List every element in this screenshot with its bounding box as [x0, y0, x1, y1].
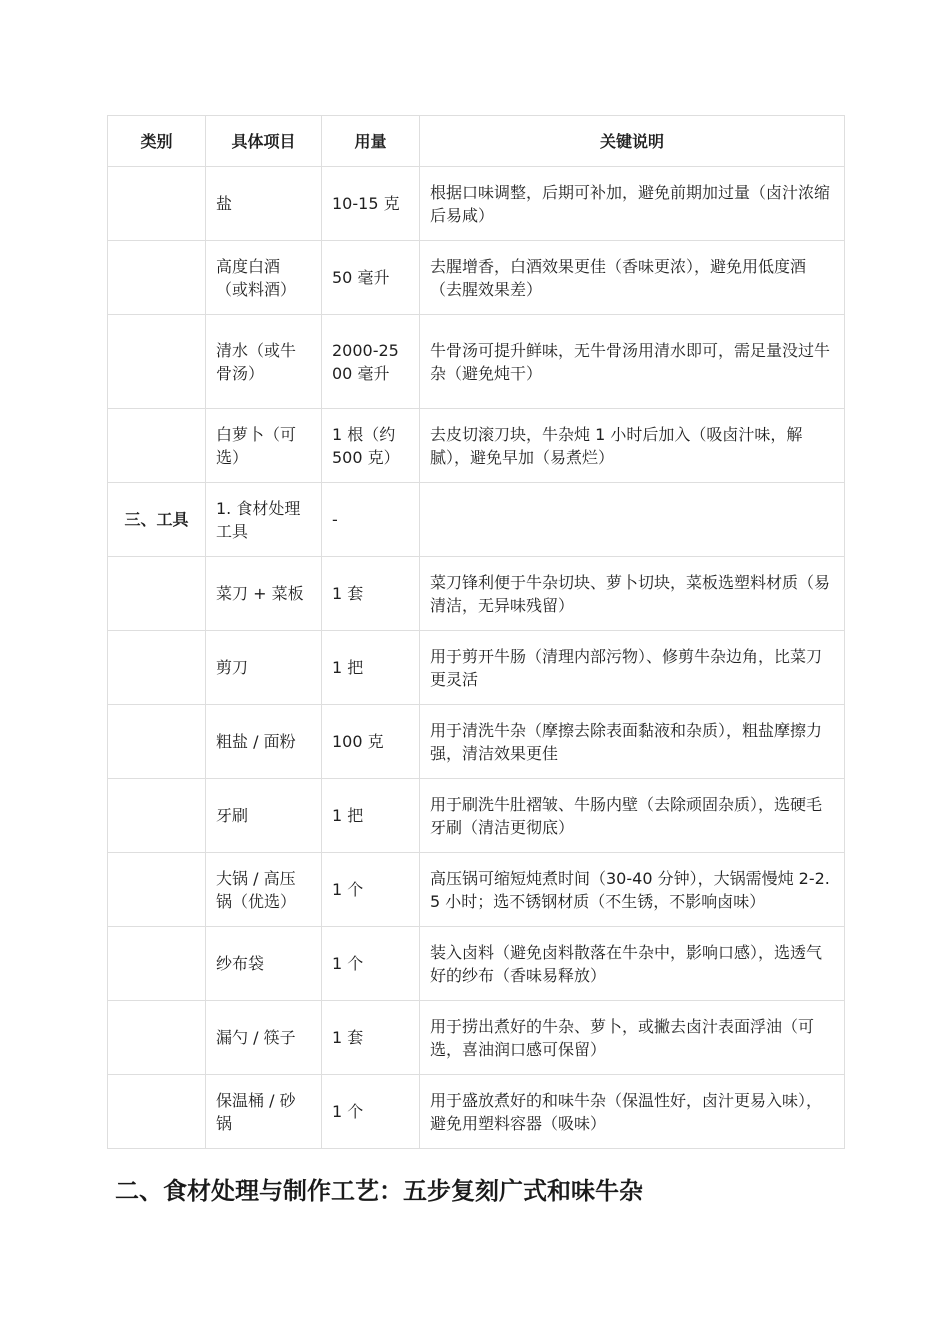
- header-item: 具体项目: [206, 116, 322, 167]
- table-row: [108, 167, 845, 241]
- cell-note: 用于剪开牛肠（清理内部污物）、修剪牛杂边角，比菜刀更灵活: [420, 631, 845, 705]
- cell-category: [108, 167, 206, 241]
- cell-amount: 1 个: [322, 1075, 420, 1149]
- cell-category: 三、工具: [108, 483, 206, 557]
- cell-amount: 1 个: [322, 927, 420, 1001]
- cell-category: [108, 631, 206, 705]
- cell-amount: 1 把: [322, 631, 420, 705]
- cell-item: 纱布袋: [206, 927, 322, 1001]
- cell-note: 高压锅可缩短炖煮时间（30-40 分钟），大锅需慢炖 2-2.5 小时；选不锈钢材质（不生锈，不影响卤味）: [420, 853, 845, 927]
- cell-category: [108, 241, 206, 315]
- table-row: [108, 409, 845, 483]
- cell-amount: 10-15 克: [322, 167, 420, 241]
- cell-note: 用于清洗牛杂（摩擦去除表面黏液和杂质），粗盐摩擦力强，清洁效果更佳: [420, 705, 845, 779]
- cell-item: 白萝卜（可选）: [206, 409, 322, 483]
- cell-amount: 50 毫升: [322, 241, 420, 315]
- table-row: [108, 705, 845, 779]
- cell-item: 大锅 / 高压锅（优选）: [206, 853, 322, 927]
- cell-note: 牛骨汤可提升鲜味，无牛骨汤用清水即可，需足量没过牛杂（避免炖干）: [420, 315, 845, 409]
- cell-item: 1. 食材处理工具: [206, 483, 322, 557]
- cell-category: [108, 927, 206, 1001]
- cell-note: 去腥增香，白酒效果更佳（香味更浓），避免用低度酒（去腥效果差）: [420, 241, 845, 315]
- cell-category: [108, 409, 206, 483]
- section-heading: 二、食材处理与制作工艺：五步复刻广式和味牛杂: [115, 1177, 643, 1205]
- cell-category: [108, 853, 206, 927]
- table-header-row: [108, 116, 845, 167]
- cell-item: 高度白酒（或料酒）: [206, 241, 322, 315]
- table-row: [108, 1075, 845, 1149]
- cell-amount: 1 把: [322, 779, 420, 853]
- cell-item: 剪刀: [206, 631, 322, 705]
- cell-note: 装入卤料（避免卤料散落在牛杂中，影响口感），选透气好的纱布（香味易释放）: [420, 927, 845, 1001]
- cell-note: 菜刀锋利便于牛杂切块、萝卜切块，菜板选塑料材质（易清洁，无异味残留）: [420, 557, 845, 631]
- cell-note: [420, 483, 845, 557]
- cell-item: 保温桶 / 砂锅: [206, 1075, 322, 1149]
- cell-category: [108, 1075, 206, 1149]
- cell-item: 清水（或牛骨汤）: [206, 315, 322, 409]
- ingredients-tools-table: [107, 115, 845, 1149]
- cell-amount: 100 克: [322, 705, 420, 779]
- cell-item: 盐: [206, 167, 322, 241]
- cell-amount: 1 套: [322, 557, 420, 631]
- header-category: 类别: [108, 116, 206, 167]
- cell-item: 菜刀 + 菜板: [206, 557, 322, 631]
- cell-category: [108, 1001, 206, 1075]
- cell-note: 去皮切滚刀块，牛杂炖 1 小时后加入（吸卤汁味，解腻），避免早加（易煮烂）: [420, 409, 845, 483]
- cell-category: [108, 705, 206, 779]
- header-amount: 用量: [322, 116, 420, 167]
- cell-amount: 1 套: [322, 1001, 420, 1075]
- table-row: [108, 557, 845, 631]
- table-row: [108, 927, 845, 1001]
- table-row: [108, 853, 845, 927]
- header-note: 关键说明: [420, 116, 845, 167]
- cell-item: 漏勺 / 筷子: [206, 1001, 322, 1075]
- table-row: [108, 1001, 845, 1075]
- cell-amount: -: [322, 483, 420, 557]
- table-row: [108, 631, 845, 705]
- cell-item: 牙刷: [206, 779, 322, 853]
- table-row: [108, 483, 845, 557]
- cell-category: [108, 779, 206, 853]
- table-row: [108, 241, 845, 315]
- cell-category: [108, 557, 206, 631]
- cell-amount: 2000-2500 毫升: [322, 315, 420, 409]
- table-row: [108, 315, 845, 409]
- cell-amount: 1 个: [322, 853, 420, 927]
- cell-amount: 1 根（约 500 克）: [322, 409, 420, 483]
- cell-item: 粗盐 / 面粉: [206, 705, 322, 779]
- table-row: [108, 779, 845, 853]
- cell-note: 用于捞出煮好的牛杂、萝卜，或撇去卤汁表面浮油（可选，喜油润口感可保留）: [420, 1001, 845, 1075]
- cell-category: [108, 315, 206, 409]
- cell-note: 根据口味调整，后期可补加，避免前期加过量（卤汁浓缩后易咸）: [420, 167, 845, 241]
- cell-note: 用于盛放煮好的和味牛杂（保温性好，卤汁更易入味），避免用塑料容器（吸味）: [420, 1075, 845, 1149]
- cell-note: 用于刷洗牛肚褶皱、牛肠内壁（去除顽固杂质），选硬毛牙刷（清洁更彻底）: [420, 779, 845, 853]
